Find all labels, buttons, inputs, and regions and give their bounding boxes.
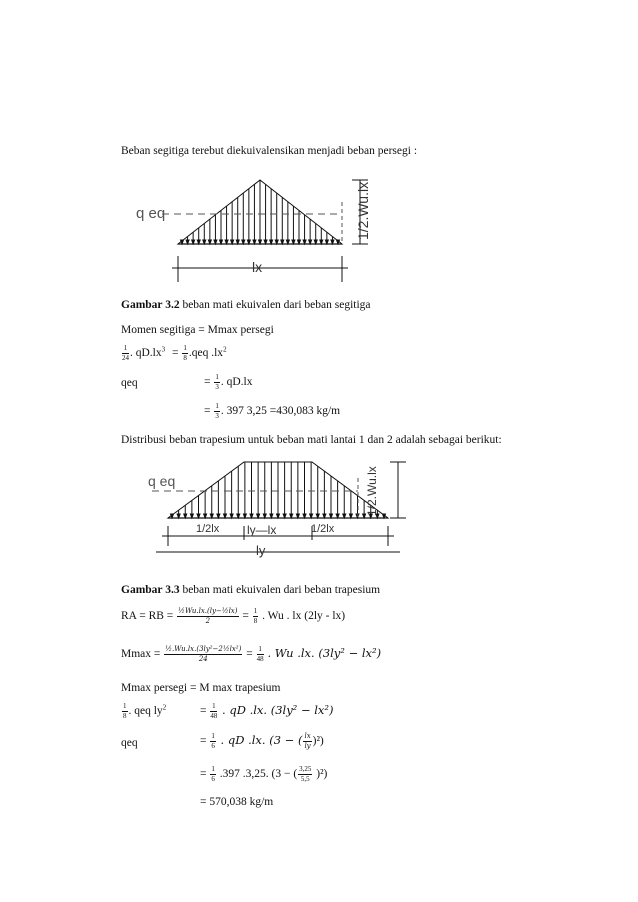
eq2-mmax-frac2: $\frac{1}{48}$ <box>256 645 264 663</box>
fig2-caption <box>121 585 380 597</box>
eq2-persegi: Mmax persegi = M max trapesium <box>121 682 281 694</box>
fig2-caption-bold: Gambar 3.3 <box>121 584 180 596</box>
eq2-q-frac-inner: $\frac{lx}{ly}$ <box>304 732 311 750</box>
eq1-qeq-label: qeq <box>121 377 138 389</box>
fig2-wu-label: 1/2.Wu.lx <box>365 466 379 516</box>
fig2-ly-lx: ly—lx <box>247 523 277 537</box>
eq2-e1-frac2: $\frac{1}{48}$ <box>210 702 218 720</box>
eq1-line: Momen segitiga = Mmax persegi <box>121 324 274 336</box>
fig1-qeq-label: q eq <box>136 205 166 222</box>
eq2-e1-frac: $\frac{1}{8}$ <box>123 702 127 720</box>
eq2-ra-frac2: $\frac{1}{8}$ <box>253 607 258 625</box>
fig1-caption-bold: Gambar 3.2 <box>121 299 180 311</box>
distribution-text: Distribusi beban trapesium untuk beban mati lantai 1 dan 2 adalah sebagai berikut: <box>121 434 502 446</box>
eq2-v-frac: $\frac{1}{6}$ <box>211 765 215 783</box>
eq2-mmax-row: Mmax = $\frac{\text{½.Wu.lx.(3ly²−2½lx²)}}{24}$ = $\frac{1}{48}$ . Wu .lx. (3ly² − lx²) <box>121 645 382 663</box>
eq1-row-r1: = $\frac{1}{3}$ . qD.lx <box>204 373 253 391</box>
fig2-qeq-label: q eq <box>148 473 176 489</box>
fig2-caption-rest: beban mati ekuivalen dari beban trapesium <box>179 584 381 596</box>
fig2-half-lx-left: 1/2lx <box>196 523 220 535</box>
fig1-wu-label: 1/2.Wu.lx <box>355 181 371 240</box>
eq2-e1-left: $\frac{1}{8}$ . qeq $ly^2$ <box>123 702 167 720</box>
fig1-caption-rest: beban mati ekuivalen dari beban segitiga <box>179 299 371 311</box>
eq2-q-row: = $\frac{1}{6}$ . qD .lx. (3 − ( $\frac{lx}{ly}$ )²) <box>200 732 324 750</box>
eq2-q-label: qeq <box>121 737 138 749</box>
eq1-frac-a: $\frac{1}{24}$ <box>122 344 129 362</box>
fig1-caption <box>121 300 371 312</box>
fig2-ly-label: ly <box>256 543 266 558</box>
figure-triangle-load <box>120 172 380 282</box>
eq2-v-row: = $\frac{1}{6}$ .397 .3,25. (3 − ( $\frac{3,25}{5,5}$ )²) <box>200 765 328 783</box>
eq1-row-a: $\frac{1}{24}$ . $qD.lx^3$ = $\frac{1}{8}$ .qeq $.lx^2$ <box>122 344 227 362</box>
eq1-frac-r1: $\frac{1}{3}$ <box>215 373 219 391</box>
eq2-v-frac-inner: $\frac{3,25}{5,5}$ <box>299 765 312 783</box>
eq2-ra-row: RA = RB = $\frac{\text{½Wu.lx.(ly−½lx)}}{2}$ = $\frac{1}{8}$ . Wu . lx (2ly - lx) <box>121 607 346 625</box>
eq2-e1-right: = $\frac{1}{48}$ . qD .lx. (3ly² − lx²) <box>200 702 334 720</box>
eq1-frac-b: $\frac{1}{8}$ <box>183 344 187 362</box>
eq2-mmax-frac: $\frac{\text{½.Wu.lx.(3ly²−2½lx²)}}{24}$ <box>165 645 242 663</box>
eq2-q-frac: $\frac{1}{6}$ <box>211 732 215 750</box>
eq1-frac-r2: $\frac{1}{3}$ <box>215 402 219 420</box>
eq1-row-r2: = $\frac{1}{3}$ . 397 3,25 =430,083 kg/m <box>204 402 341 420</box>
fig1-lx-label: lx <box>252 259 263 275</box>
eq2-ra-frac: $\frac{\text{½Wu.lx.(ly−½lx)}}{2}$ <box>178 607 238 625</box>
intro-text: Beban segitiga terebut diekuivalensikan menjadi beban persegi : <box>121 145 418 157</box>
fig2-half-lx-right: 1/2lx <box>311 523 335 535</box>
eq2-result: = 570,038 kg/m <box>200 796 274 808</box>
